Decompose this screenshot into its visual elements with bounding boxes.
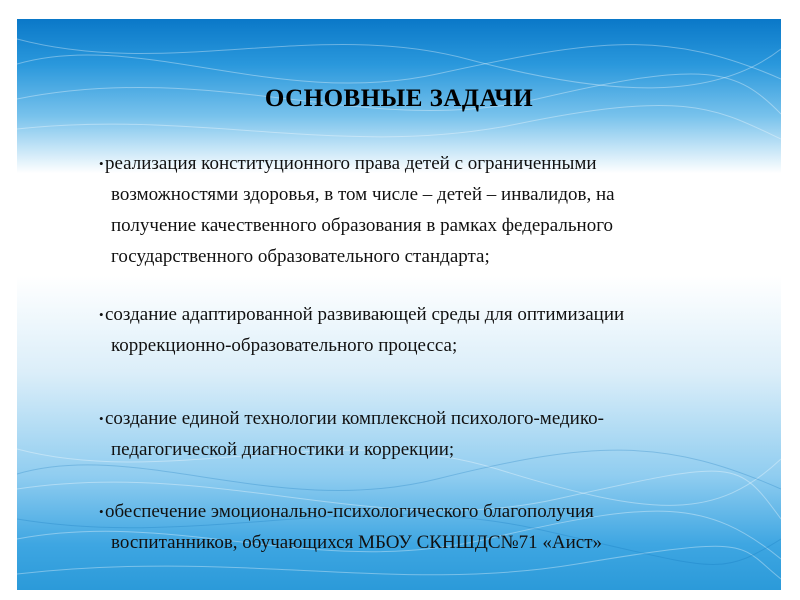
bullet-line: педагогической диагностики и коррекции; (111, 439, 455, 460)
bullet-line: коррекционно-образовательного процесса; (111, 335, 458, 356)
bullet-line: создание адаптированной развивающей среды для оптимизации (105, 304, 625, 325)
bullet-line: создание единой технологии комплексной психолого-медико- (105, 408, 604, 429)
bullet-marker: • (99, 156, 104, 171)
bullet-line: получение качественного образования в рамках федерального (111, 215, 614, 236)
bullet-item (99, 496, 725, 558)
bullet-marker: • (99, 411, 104, 426)
slide (17, 19, 781, 590)
bullet-item (99, 299, 725, 361)
bullet-line: реализация конституционного права детей с ограниченными (105, 153, 597, 174)
bullet-line: государственного образовательного стандарта; (111, 246, 490, 267)
bullet-line: возможностями здоровья, в том числе – детей – инвалидов, на (111, 184, 615, 205)
bullet-line: воспитанников, обучающихся МБОУ СКНШДС№71 «Аист» (111, 532, 602, 553)
bullet-line: обеспечение эмоционально-психологического благополучия (105, 501, 594, 522)
bullet-item (99, 403, 725, 465)
slide-title: ОСНОВНЫЕ ЗАДАЧИ (264, 85, 534, 112)
bullet-marker: • (99, 504, 104, 519)
bullet-item (99, 148, 725, 272)
bullet-marker: • (99, 307, 104, 322)
